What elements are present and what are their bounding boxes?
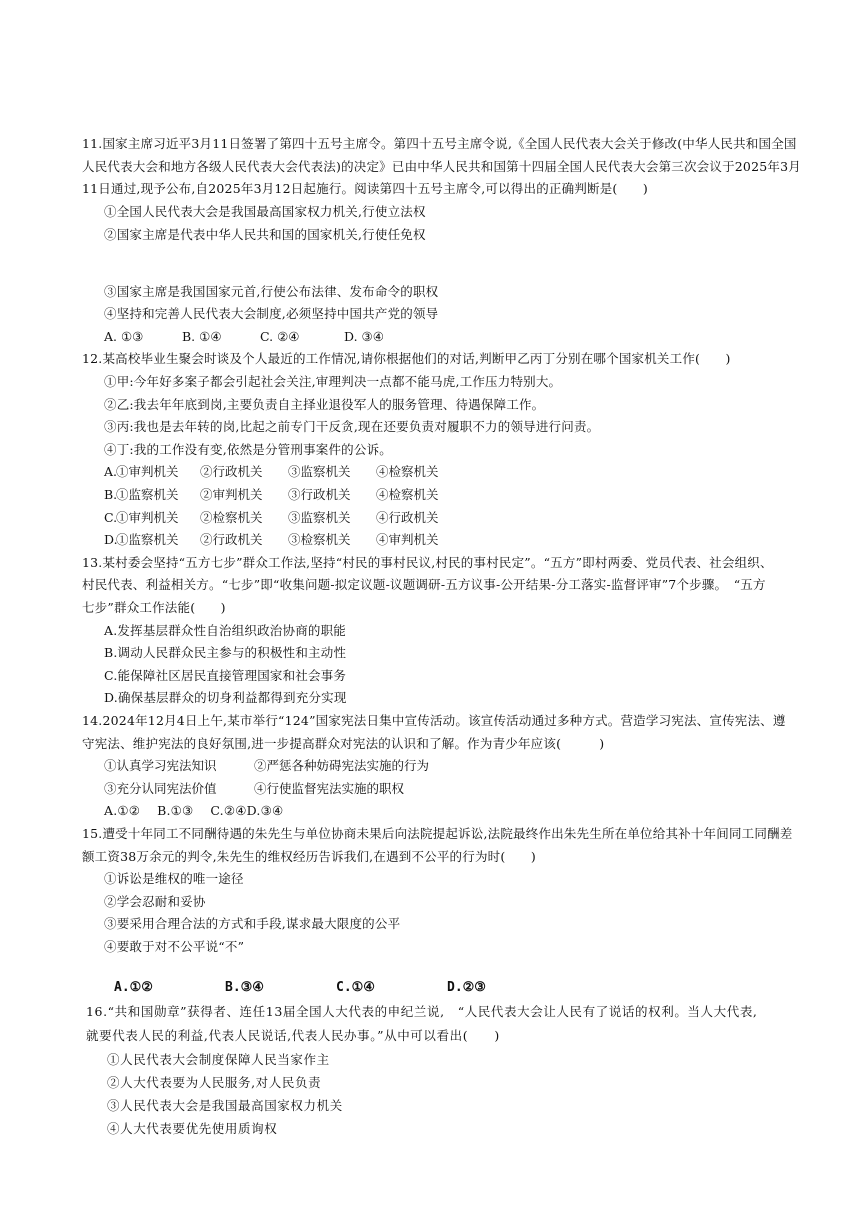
q13-stem-line-2: 村民代表、利益相关方。“七步”即“收集问题-拟定议题-议题调研-五方议事-公开结果-分工落实-监督评审”7个步骤。 “五方 bbox=[82, 577, 766, 592]
q15-option-a[interactable]: A.①② bbox=[114, 980, 153, 995]
q12-statement-2: ②乙:我去年年底到岗,主要负责自主择业退役军人的服务管理、待遇保障工作。 bbox=[104, 397, 545, 412]
q14-statement-2: ②严惩各种妨碍宪法实施的行为 bbox=[254, 758, 430, 773]
q11-stem-line-1: 11.国家主席习近平3月11日签署了第四十五号主席令。第四十五号主席令说,《全国人民代表大会关于修改(中华人民共和国全国 bbox=[82, 136, 797, 151]
q15-option-c[interactable]: C.①④ bbox=[336, 980, 375, 995]
q15-statement-1: ①诉讼是维权的唯一途径 bbox=[104, 871, 244, 886]
q14-statement-4: ④行使监督宪法实施的职权 bbox=[254, 781, 405, 796]
q12-option-d-item-1: ①监察机关 bbox=[116, 532, 179, 547]
q14-statement-3: ③充分认同宪法价值 bbox=[104, 781, 217, 796]
q12-option-d-item-2: ②行政机关 bbox=[200, 532, 263, 547]
q11-stem-line-3: 11日通过,现予公布,自2025年3月12日起施行。阅读第四十五号主席令,可以得出的正确判断是( ) bbox=[82, 181, 648, 196]
q15-option-b[interactable]: B.③④ bbox=[225, 980, 264, 995]
q12-statement-4: ④丁:我的工作没有变,依然是分管刑事案件的公诉。 bbox=[104, 442, 392, 457]
q16-statement-3: ③人民代表大会是我国最高国家权力机关 bbox=[107, 1098, 343, 1113]
q16-statement-4: ④人大代表要优先使用质询权 bbox=[107, 1121, 278, 1136]
q12-option-a-item-3: ③监察机关 bbox=[288, 464, 351, 479]
q15-statement-2: ②学会忍耐和妥协 bbox=[104, 894, 206, 909]
q15-statement-3: ③要采用合理合法的方式和手段,谋求最大限度的公平 bbox=[104, 916, 401, 931]
q11-stem-line-2: 人民代表大会和地方各级人民代表大会代表法)的决定》已由中华人民共和国第十四届全国人民代表大会第三次会议于2025年3月 bbox=[82, 159, 801, 174]
q12-option-b-letter: B. bbox=[104, 487, 118, 502]
q12-option-d-item-3: ③检察机关 bbox=[288, 532, 351, 547]
q13-option-d[interactable]: D.确保基层群众的切身利益都得到充分实现 bbox=[104, 690, 347, 705]
q11-statement-1: ①全国人民代表大会是我国最高国家权力机关,行使立法权 bbox=[104, 204, 426, 219]
q11-option-b[interactable]: B. ①④ bbox=[182, 329, 222, 344]
q12-option-a-item-1: ①审判机关 bbox=[116, 464, 179, 479]
q13-option-a[interactable]: A.发挥基层群众性自治组织政治协商的职能 bbox=[104, 623, 347, 638]
q12-option-a-letter: A. bbox=[104, 464, 118, 479]
q12-option-b-item-3: ③行政机关 bbox=[288, 487, 351, 502]
q14-stem-line-1: 14.2024年12月4日上午,某市举行“124”国家宪法日集中宣传活动。该宣传活动通过多种方式。营造学习宪法、宣传宪法、遵 bbox=[82, 713, 786, 728]
q14-stem-line-2: 守宪法、维护宪法的良好氛围,进一步提高群众对宪法的认识和了解。作为青少年应该( ) bbox=[82, 736, 605, 751]
q16-stem-line-2: 就要代表人民的利益,代表人民说话,代表人民办事。”从中可以看出( ) bbox=[86, 1028, 500, 1043]
q11-option-a[interactable]: A. ①③ bbox=[104, 329, 144, 344]
q11-statement-3: ③国家主席是我国国家元首,行使公布法律、发布命令的职权 bbox=[104, 284, 439, 299]
q15-option-d[interactable]: D.②③ bbox=[447, 980, 486, 995]
q13-option-b[interactable]: B.调动人民群众民主参与的积极性和主动性 bbox=[104, 645, 347, 660]
q12-statement-1: ①甲:今年好多案子都会引起社会关注,审理判决一点都不能马虎,工作压力特别大。 bbox=[104, 374, 562, 389]
q15-stem-line-1: 15.遭受十年同工不同酬待遇的朱先生与单位协商未果后向法院提起诉讼,法院最终作出朱先生所在单位给其补十年间同工同酬差 bbox=[82, 826, 793, 841]
q12-option-c-letter: C. bbox=[104, 510, 118, 525]
q12-option-c-item-1: ①审判机关 bbox=[116, 510, 179, 525]
q12-option-d-letter: D. bbox=[104, 532, 118, 547]
q12-option-c-item-4: ④行政机关 bbox=[376, 510, 439, 525]
q12-option-b-item-4: ④检察机关 bbox=[376, 487, 439, 502]
q11-statement-2: ②国家主席是代表中华人民共和国的国家机关,行使任免权 bbox=[104, 227, 426, 242]
q13-stem-line-1: 13.某村委会坚持“五方七步”群众工作法,坚持“村民的事村民议,村民的事村民定”。“五方”即村两委、党员代表、社会组织、 bbox=[82, 555, 773, 570]
q11-option-c[interactable]: C. ②④ bbox=[260, 329, 300, 344]
q12-option-a-item-4: ④检察机关 bbox=[376, 464, 439, 479]
q13-option-c[interactable]: C.能保障社区居民直接管理国家和社会事务 bbox=[104, 668, 347, 683]
q16-statement-1: ①人民代表大会制度保障人民当家作主 bbox=[107, 1052, 330, 1067]
q12-statement-3: ③丙:我也是去年转的岗,比起之前专门干反贪,现在还要负责对履职不力的领导进行问责。 bbox=[104, 419, 600, 434]
q12-option-b-item-1: ①监察机关 bbox=[116, 487, 179, 502]
q13-stem-line-3: 七步”群众工作法能( ) bbox=[82, 600, 226, 615]
q12-option-a-item-2: ②行政机关 bbox=[200, 464, 263, 479]
q15-stem-line-2: 额工资38万余元的判令,朱先生的维权经历告诉我们,在遇到不公平的行为时( ) bbox=[82, 849, 536, 864]
q12-stem: 12.某高校毕业生聚会时谈及个人最近的工作情况,请你根据他们的对话,判断甲乙丙丁分别在哪个国家机关工作( ) bbox=[82, 351, 731, 366]
q14-statement-1: ①认真学习宪法知识 bbox=[104, 758, 217, 773]
q12-option-c-item-2: ②检察机关 bbox=[200, 510, 263, 525]
q15-statement-4: ④要敢于对不公平说“不” bbox=[104, 939, 245, 954]
q11-option-d[interactable]: D. ③④ bbox=[344, 329, 384, 344]
q12-option-d-item-4: ④审判机关 bbox=[376, 532, 439, 547]
q12-option-b-item-2: ②审判机关 bbox=[200, 487, 263, 502]
q16-statement-2: ②人大代表要为人民服务,对人民负责 bbox=[107, 1075, 322, 1090]
q16-stem-line-1: 16.“共和国勋章”获得者、连任13届全国人大代表的申纪兰说, “人民代表大会让人民有了说话的权利。当人大代表, bbox=[86, 1004, 758, 1019]
q11-statement-4: ④坚持和完善人民代表大会制度,必须坚持中国共产党的领导 bbox=[104, 306, 439, 321]
q12-option-c-item-3: ③监察机关 bbox=[288, 510, 351, 525]
q14-options[interactable]: A.①② B.①③ C.②④D.③④ bbox=[104, 803, 284, 818]
